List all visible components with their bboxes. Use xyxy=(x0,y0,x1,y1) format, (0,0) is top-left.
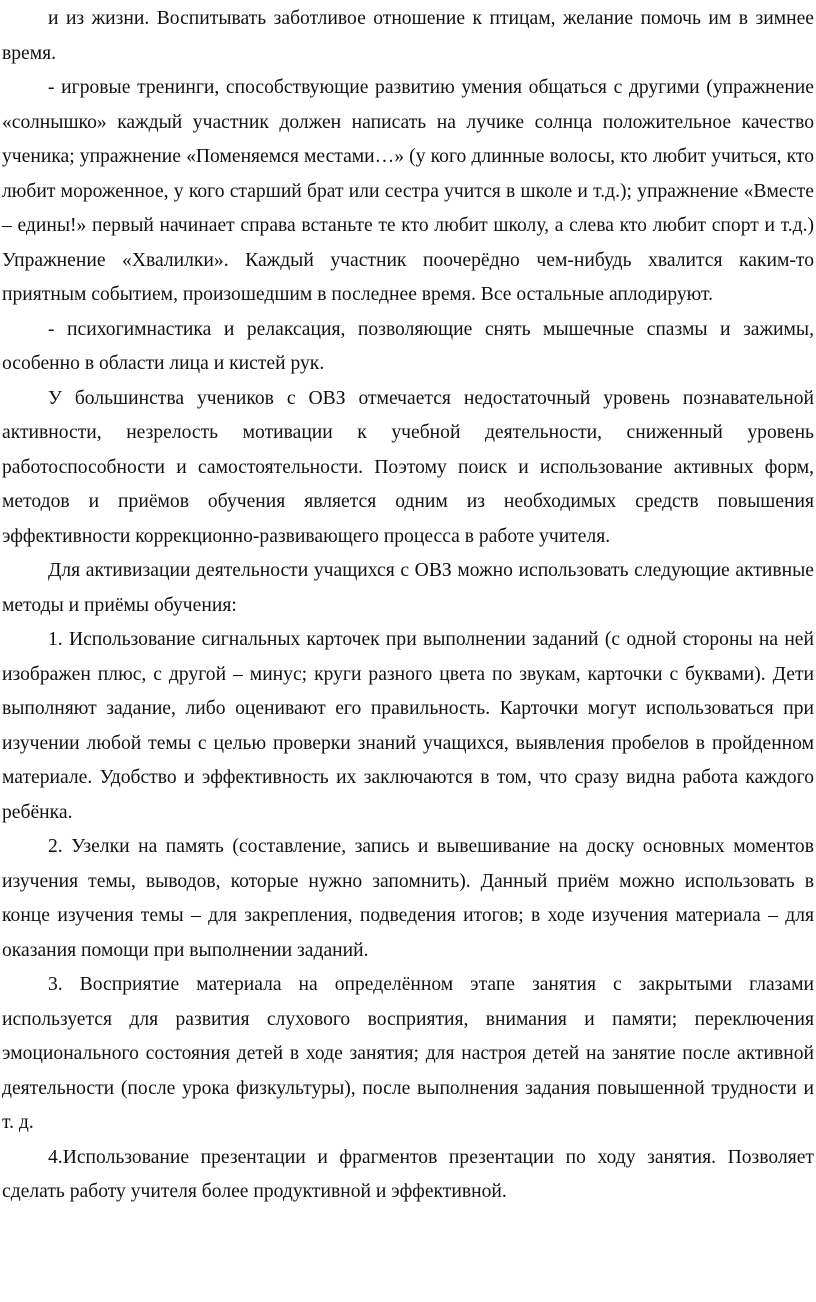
paragraph-item-2-memory-knots: 2. Узелки на память (составление, запись и вывешивание на доску основных моментов изучения темы, выводов, которые нужно запомнить). Данный приём можно использовать в конце изучения темы – для закрепления, подведения итогов; в ходе изучения материала – для оказания помощи при выполнении заданий. xyxy=(2,836,814,961)
paragraph-item-4-presentation: 4.Использование презентации и фрагментов презентации по ходу занятия. Позволяет сделать работу учителя более продуктивной и эффективной. xyxy=(2,1146,814,1202)
paragraph-activation-methods: Для активизации деятельности учащихся с ОВЗ можно использовать следующие активные методы и приёмы обучения: xyxy=(2,560,814,616)
paragraph-continuation: и из жизни. Воспитывать заботливое отношение к птицам, желание помочь им в зимнее время. xyxy=(2,8,814,64)
paragraph-item-3-closed-eyes: 3. Восприятие материала на определённом этапе занятия с закрытыми глазами используется для развития слухового восприятия, внимания и памяти; переключения эмоционального состояния детей в ходе занятия; для настроя детей на занятие после активной деятельности (после урока физкультуры), после выполнения задания повышенной трудности и т. д. xyxy=(2,974,814,1133)
paragraph-students-ovz: У большинства учеников с ОВЗ отмечается недостаточный уровень познавательной активности, незрелость мотивации к учебной деятельности, сниженный уровень работоспособности и самостоятельности. Поэтому поиск и использование активных форм, методов и приёмов обучения является одним из необходимых средств повышения эффективности коррекционно-развивающего процесса в работе учителя. xyxy=(2,387,814,547)
paragraph-item-1-signal-cards: 1. Использование сигнальных карточек при выполнении заданий (с одной стороны на ней изображен плюс, с другой – минус; круги разного цвета по звукам, карточки с буквами). Дети выполняют задание, либо оценивают его правильность. Карточки могут использоваться при изучении любой темы с целью проверки знаний учащихся, выявления пробелов в пройденном материале. Удобство и эффективность их заключаются в том, что сразу видна работа каждого ребёнка. xyxy=(2,629,814,823)
paragraph-psychogymnastics: - психогимнастика и релаксация, позволяющие снять мышечные спазмы и зажимы, особенно в области лица и кистей рук. xyxy=(2,318,814,374)
paragraph-game-trainings: - игровые тренинги, способствующие развитию умения общаться с другими (упражнение «солнышко» каждый участник должен написать на лучике солнца положительное качество ученика; упражнение «Поменяемся местами…» (у кого длинные волосы, кто любит учиться, кто любит мороженное, у кого старший брат или сестра учится в школе и т.д.); упражнение «Вместе – едины!» первый начинает справа встаньте те кто любит школу, а слева кто любит спорт и т.д.) Упражнение «Хвалилки». Каждый участник поочерёдно чем-нибудь хвалится каким-то приятным событием, произошедшим в последнее время. Все остальные аплодируют. xyxy=(2,77,814,305)
